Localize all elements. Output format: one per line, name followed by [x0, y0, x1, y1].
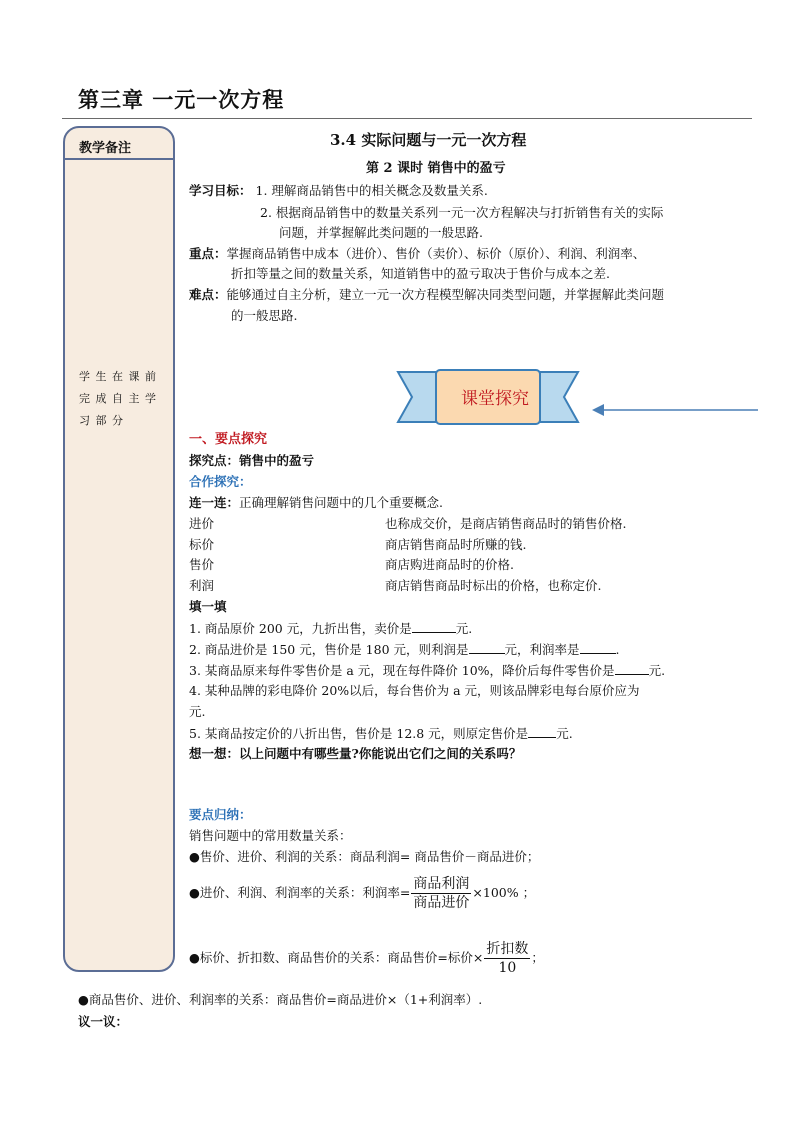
fraction-numerator: 商品利润 — [413, 876, 470, 892]
definition-item: 商店购进商品时的价格. — [385, 557, 514, 572]
discuss-label: 议一议： — [78, 1014, 129, 1029]
question-1 — [189, 620, 472, 637]
chapter-title: 第三章 一元一次方程 — [78, 87, 285, 112]
definition-item: 商店销售商品时所赚的钱. — [385, 537, 527, 552]
think-label: 想一想： — [189, 746, 240, 761]
term-item: 进价 — [189, 516, 215, 531]
question-3-unit: 元. — [648, 663, 666, 678]
objectives-label: 学习目标： — [189, 183, 252, 198]
relation-4: ●商品售价、进价、利润率的关系：商品售价=商品进价×（1+利润率）. — [78, 992, 483, 1007]
question-4: 4. 某种品牌的彩电降价 20%以后，每台售价为 a 元，则该品牌彩电每台原价应为 — [189, 683, 640, 698]
section-heading: 一、要点探究 — [189, 432, 268, 447]
key-point-line1: 掌握商品销售中成本（进价）、售价（卖价）、标价（原价）、利润、利润率、 — [226, 246, 646, 261]
question-2-text: 2. 商品进价是 150 元，售价是 180 元，则利润是 — [189, 642, 469, 657]
matching-text: 正确理解销售问题中的几个重要概念. — [239, 495, 443, 510]
question-2-text-b: 元，利润率是 — [504, 642, 580, 657]
question-2-end: . — [615, 642, 620, 657]
relation-3-text: ●标价、折扣数、商品售价的关系：商品售价=标价× — [189, 950, 484, 965]
sidebar-title: 教学备注 — [79, 141, 132, 156]
question-1-text: 1. 商品原价 200 元，九折出售，卖价是 — [189, 621, 412, 636]
fraction-denominator: 10 — [498, 960, 517, 976]
difficulty — [189, 287, 664, 303]
question-5-text: 5. 某商品按定价的八折出售，售价是 12.8 元，则原定售价是 — [189, 726, 529, 741]
question-2 — [189, 641, 620, 658]
fraction — [411, 875, 471, 912]
fill-heading: 填一填 — [189, 599, 227, 614]
summary-intro: 销售问题中的常用数量关系： — [189, 828, 352, 843]
think-prompt — [189, 746, 521, 762]
inquiry-point: 探究点：销售中的盈亏 — [189, 453, 315, 468]
objectives — [189, 183, 488, 199]
section-title: 3.4 实际问题与一元一次方程 — [330, 131, 527, 149]
banner-label: 课堂探究 — [461, 389, 529, 409]
question-1-unit: 元. — [455, 621, 473, 636]
question-3-text: 3. 某商品原来每件零售价是 a 元，现在每件降价 10%，降价后每件零售价是 — [189, 663, 615, 678]
think-text: 以上问题中有哪些量?你能说出它们之间的关系吗？ — [239, 746, 522, 761]
difficulty-line2: 的一般思路. — [231, 308, 298, 323]
answer-blank[interactable] — [580, 641, 616, 654]
term-item: 售价 — [189, 557, 215, 572]
relation-2-text: ●进价、利润、利润率的关系：利润率= — [189, 885, 411, 900]
key-point — [189, 246, 645, 262]
matching-label: 连一连： — [189, 495, 240, 510]
lesson-subtitle: 第 2 课时 销售中的盈亏 — [366, 161, 506, 176]
sidebar-header — [65, 128, 173, 160]
question-3 — [189, 662, 665, 679]
cooperative-inquiry: 合作探究： — [189, 474, 252, 489]
summary-heading: 要点归纳： — [189, 807, 252, 822]
difficulty-line1: 能够通过自主分析，建立一元一次方程模型解决同类型问题，并掌握解此类问题 — [226, 287, 665, 302]
teaching-notes-sidebar — [63, 126, 175, 972]
matching-intro — [189, 495, 443, 511]
objective-2-line2: 问题，并掌握解此类问题的一般思路. — [279, 225, 483, 240]
key-point-line2: 折扣等量之间的数量关系，知道销售中的盈亏取决于售价与成本之差. — [231, 266, 610, 281]
relation-1: ●售价、进价、利润的关系：商品利润= 商品售价－商品进价； — [189, 849, 540, 864]
term-item: 利润 — [189, 578, 215, 593]
definition-item: 也称成交价，是商店销售商品时的销售价格. — [385, 516, 627, 531]
objective-1: 1. 理解商品销售中的相关概念及数量关系. — [255, 183, 488, 198]
definition-item: 商店销售商品时标出的价格，也称定价. — [385, 578, 602, 593]
question-5 — [189, 725, 573, 742]
question-4-cont — [189, 704, 205, 720]
relation-2 — [189, 873, 535, 913]
answer-blank[interactable] — [615, 662, 649, 675]
difficulty-label: 难点： — [189, 287, 227, 302]
arrow-left-icon — [590, 400, 760, 420]
key-point-label: 重点： — [189, 246, 227, 261]
relation-3 — [189, 938, 544, 978]
question-4-unit: 元. — [189, 704, 206, 719]
answer-blank[interactable] — [412, 620, 456, 633]
term-item: 标价 — [189, 537, 215, 552]
chapter-divider — [62, 118, 752, 119]
objective-2-line1: 2. 根据商品销售中的数量关系列一元一次方程解决与打折销售有关的实际 — [260, 205, 664, 220]
answer-blank[interactable] — [528, 725, 556, 738]
relation-3-tail: ； — [531, 950, 544, 965]
fraction-denominator: 商品进价 — [413, 895, 470, 911]
relation-2-tail: ×100% ； — [472, 885, 536, 900]
sidebar-note: 学生在课前完成自主学习部分 — [79, 370, 162, 427]
fraction — [484, 940, 530, 977]
question-5-unit: 元. — [556, 726, 573, 741]
fraction-numerator: 折扣数 — [486, 941, 529, 957]
answer-blank[interactable] — [469, 641, 505, 654]
